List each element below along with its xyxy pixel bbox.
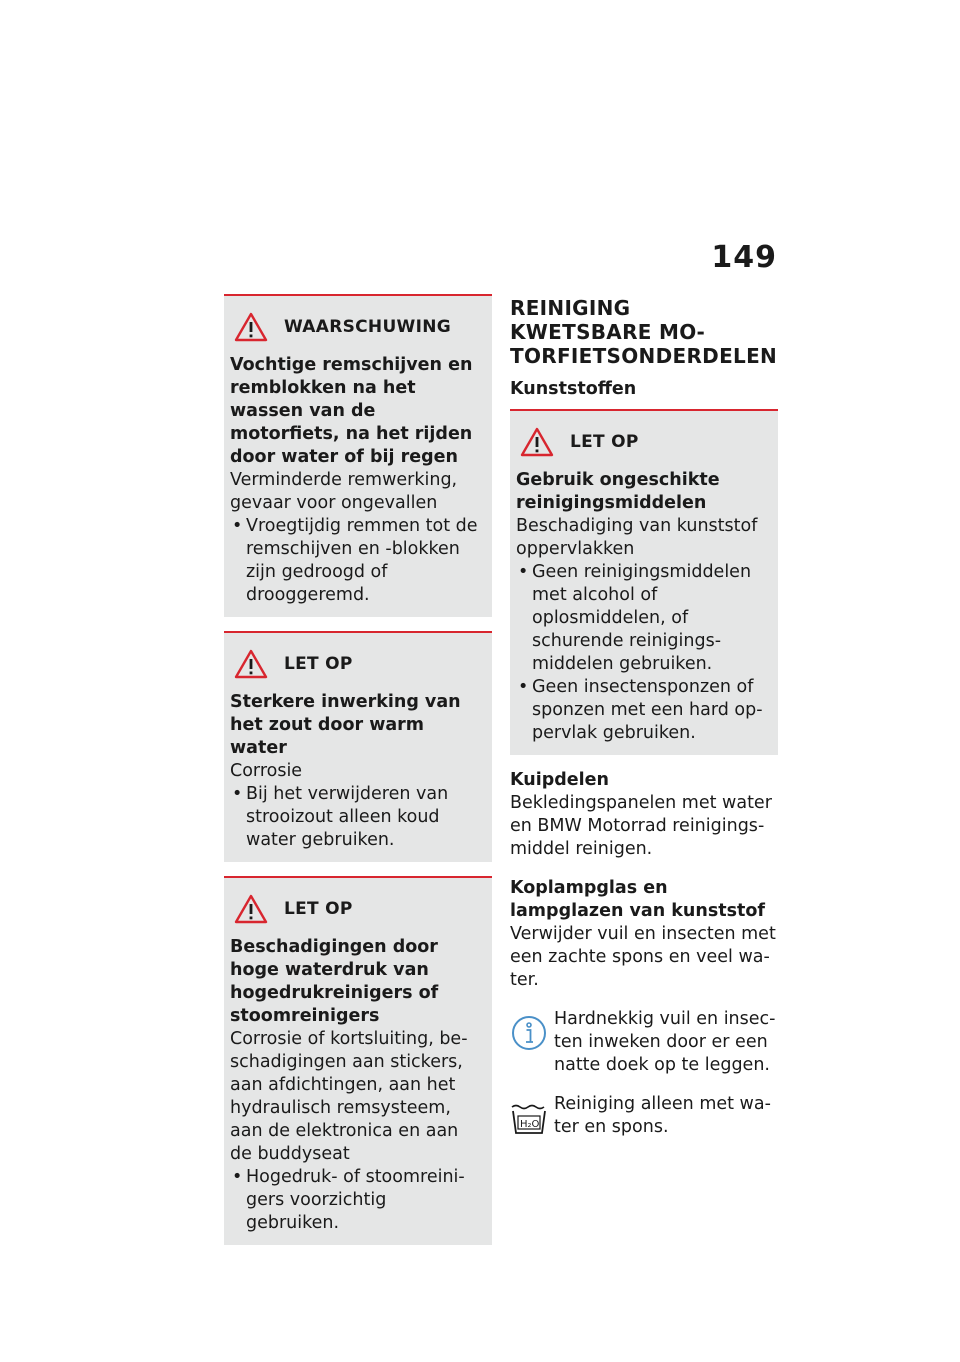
bullet-item: • Hogedruk- of stoomreinigers voorzichtig gebruiken. — [230, 1166, 484, 1235]
notice-title: LET OP — [284, 898, 353, 919]
paragraph-text: Verwijder vuil en insecten met een zachte spons en veel water. — [510, 924, 776, 990]
paragraph-text: Bekledingspanelen met water en BMW Motorrad reinigingsmiddel reinigen. — [510, 793, 772, 859]
notice-heading: Vochtige remschijven en remblokken na het wassen van de motorfiets, na het rijden door water of bij regen — [230, 355, 473, 467]
notice-bullets — [230, 1166, 484, 1235]
water-wash-icon — [510, 1097, 548, 1137]
caution-notice — [224, 876, 492, 1245]
warning-triangle-icon — [234, 649, 268, 679]
warning-triangle-icon — [520, 427, 554, 457]
info-note — [510, 1008, 778, 1077]
notice-header — [230, 890, 484, 928]
notice-heading: Gebruik ongeschikte reinigingsmiddelen — [516, 470, 720, 513]
bullet-item: • Vroegtijdig remmen tot de remschijven en -blokken zijn gedroogd of drooggeremd. — [230, 515, 484, 607]
subheading: Kunststoffen — [510, 379, 637, 399]
notice-header — [516, 423, 770, 461]
info-icon — [510, 1012, 548, 1052]
svg-text:H₂O: H₂O — [520, 1119, 540, 1130]
notice-header — [230, 645, 484, 683]
notice-heading: Sterkere inwerking van het zout door warm water — [230, 692, 461, 758]
warning-triangle-icon — [234, 894, 268, 924]
notice-heading: Beschadigingen door hoge waterdruk van hogedrukreinigers of stoomreinigers — [230, 937, 439, 1026]
paragraph-kuipdelen — [510, 769, 778, 861]
section-title: REINIGING KWETSBARE MOTORFIETSONDERDELEN — [510, 296, 778, 368]
note-text: Hardnekkig vuil en insecten inweken door er een natte doek op te leggen. — [554, 1009, 776, 1075]
caution-notice — [510, 409, 778, 755]
notice-title: LET OP — [570, 431, 639, 452]
notice-header — [230, 308, 484, 346]
water-note — [510, 1093, 778, 1139]
paragraph-heading: Kuipdelen — [510, 770, 609, 790]
left-column — [224, 294, 492, 1259]
notice-bullets — [230, 783, 484, 852]
bullet-item: • Geen insectensponzen of sponzen met een hard oppervlak gebruiken. — [516, 676, 770, 745]
bullet-item: • Bij het verwijderen van strooizout alleen koud water gebruiken. — [230, 783, 484, 852]
note-text: Reiniging alleen met water en spons. — [554, 1094, 771, 1137]
notice-body: Corrosie — [230, 761, 303, 781]
paragraph-koplampglas — [510, 877, 778, 992]
notice-title: LET OP — [284, 653, 353, 674]
warning-triangle-icon — [234, 312, 268, 342]
notice-body: Corrosie of kortsluiting, beschadigingen aan stickers, aan afdichtingen, aan het hydraulisch remsysteem, aan de elektronica en aan de buddyseat — [230, 1029, 468, 1164]
notice-bullets — [516, 561, 770, 745]
page-number: 149 — [711, 240, 777, 275]
notice-bullets — [230, 515, 484, 607]
caution-notice — [224, 631, 492, 862]
bullet-item: • Geen reinigingsmiddelen met alcohol of oplosmiddelen, of schurende reinigingsmiddelen gebruiken. — [516, 561, 770, 676]
notice-body: Verminderde remwerking, gevaar voor ongevallen — [230, 470, 458, 513]
warning-notice — [224, 294, 492, 617]
notice-title: WAARSCHUWING — [284, 316, 452, 337]
right-column — [510, 294, 778, 1155]
paragraph-heading: Koplampglas en lampglazen van kunststof — [510, 878, 766, 921]
notice-body: Beschadiging van kunststof oppervlakken — [516, 516, 758, 559]
